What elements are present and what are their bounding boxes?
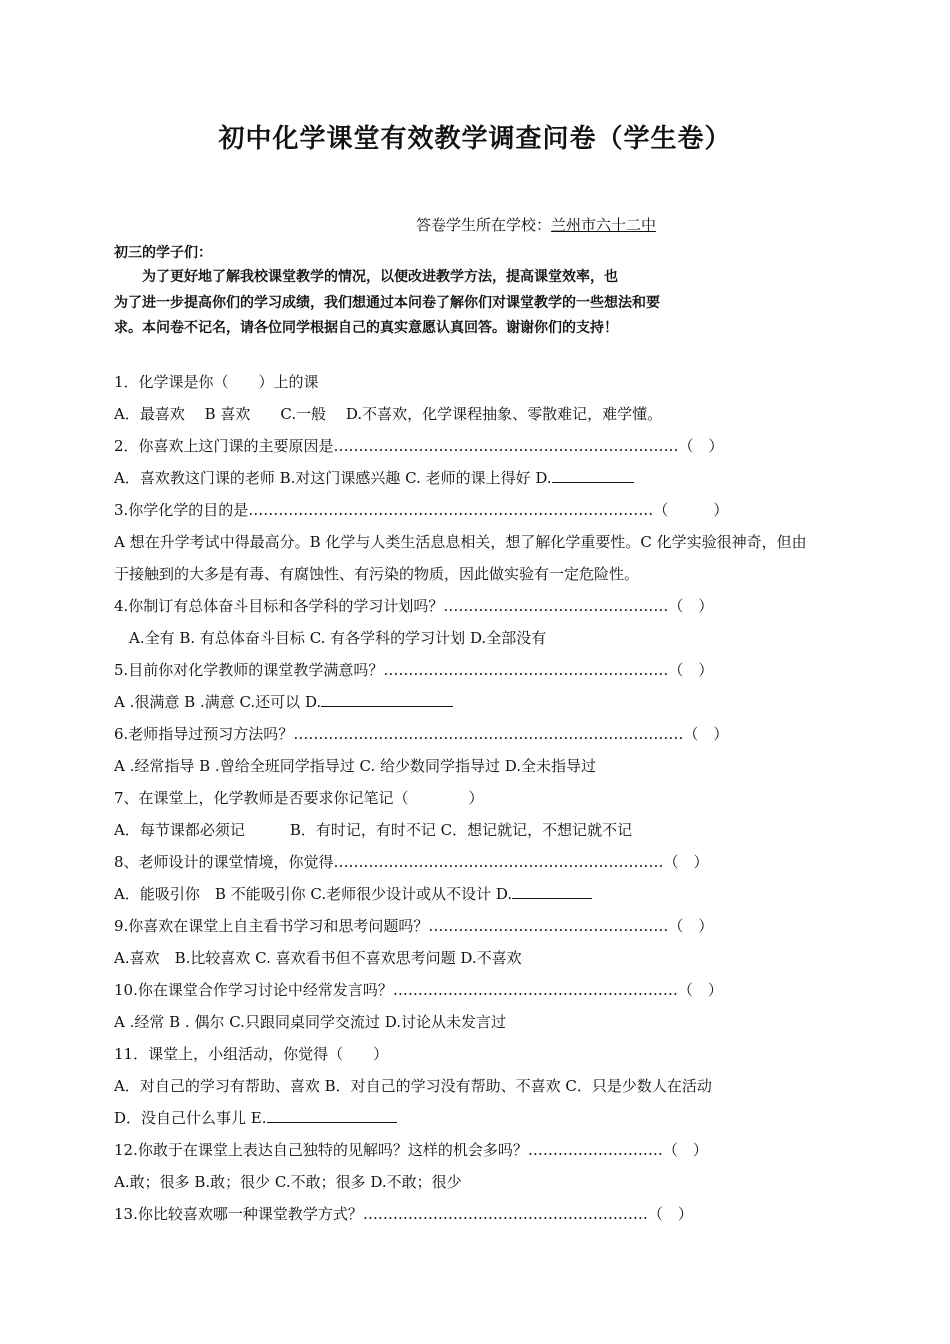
school-label: 答卷学生所在学校： <box>416 216 552 234</box>
options-5-text: A .很满意 B .满意 C.还可以 D. <box>114 693 322 711</box>
options-12: A.敢；很多 B.敢；很少 C.不敢；很多 D.不敢；很少 <box>114 1173 462 1191</box>
question-4: 4.你制订有总体奋斗目标和各学科的学习计划吗？………………………………………（ ） <box>114 597 714 615</box>
question-2: 2．你喜欢上这门课的主要原因是……………………………………………………………（ ） <box>114 437 724 455</box>
options-8-text: A．能吸引你 B 不能吸引你 C.老师很少设计或从不设计 D. <box>114 885 513 903</box>
answer-blank <box>552 468 634 483</box>
options-8 <box>114 883 592 904</box>
options-7: A．每节课都必须记 B．有时记，有时不记 C．想记就记，不想记就不记 <box>114 821 633 839</box>
question-1: 1．化学课是你（ ）上的课 <box>114 373 319 391</box>
question-8: 8、老师设计的课堂情境，你觉得…………………………………………………………（ ） <box>114 853 709 871</box>
options-2 <box>114 467 634 488</box>
answer-blank <box>512 884 592 899</box>
question-13: 13.你比较喜欢哪一种课堂教学方式？…………………………………………………（ ） <box>114 1205 693 1223</box>
answer-blank <box>267 1108 397 1123</box>
question-5: 5.目前你对化学教师的课堂教学满意吗？…………………………………………………（ ） <box>114 661 714 679</box>
question-7: 7、在课堂上，化学教师是否要求你记笔记（ ） <box>114 789 484 807</box>
options-11: A．对自己的学习有帮助、喜欢 B．对自己的学习没有帮助、不喜欢 C．只是少数人在活动 <box>114 1077 712 1095</box>
options-1: A．最喜欢 B 喜欢 C.一般 D.不喜欢，化学课程抽象、零散难记，难学懂。 <box>114 405 663 423</box>
options-11-cont-text: D．没自己什么事儿 E. <box>114 1109 267 1127</box>
answer-blank <box>321 692 453 707</box>
question-3: 3.你学化学的目的是………………………………………………………………………（ ） <box>114 501 729 519</box>
options-11-cont <box>114 1107 397 1128</box>
document-title: 初中化学课堂有效教学调查问卷（学生卷） <box>218 124 732 154</box>
options-10: A .经常 B . 偶尔 C.只跟同桌同学交流过 D.讨论从未发言过 <box>114 1013 506 1031</box>
options-9: A.喜欢 B.比较喜欢 C. 喜欢看书但不喜欢思考问题 D.不喜欢 <box>114 949 522 967</box>
question-10: 10.你在课堂合作学习讨论中经常发言吗？…………………………………………………（ ） <box>114 981 723 999</box>
intro-greeting: 初三的学子们： <box>114 245 212 261</box>
intro-line: 为了更好地了解我校课堂教学的情况，以便改进教学方法，提高课堂效率，也 <box>114 269 618 285</box>
school-field <box>416 214 674 235</box>
options-3-cont: 于接触到的大多是有毒、有腐蚀性、有污染的物质，因此做实验有一定危险性。 <box>114 565 640 583</box>
question-9: 9.你喜欢在课堂上自主看书学习和思考问题吗？…………………………………………（ ） <box>114 917 714 935</box>
intro-line: 为了进一步提高你们的学习成绩，我们想通过本问卷了解你们对课堂教学的一些想法和要 <box>114 295 660 311</box>
intro-line: 求。本问卷不记名，请各位同学根据自己的真实意愿认真回答。谢谢你们的支持！ <box>114 320 618 336</box>
school-value: 兰州市六十二中 <box>551 216 657 234</box>
options-4: A.全有 B. 有总体奋斗目标 C. 有各学科的学习计划 D.全部没有 <box>114 629 547 647</box>
options-6: A .经常指导 B .曾给全班同学指导过 C. 给少数同学指导过 D.全未指导过 <box>114 757 596 775</box>
options-2-text: A．喜欢教这门课的老师 B.对这门课感兴趣 C. 老师的课上得好 D. <box>114 469 552 487</box>
options-3: A 想在升学考试中得最高分。B 化学与人类生活息息相关，想了解化学重要性。C 化学实验很神奇，但由 <box>114 533 807 551</box>
options-5 <box>114 691 453 712</box>
question-11: 11．课堂上，小组活动，你觉得（ ） <box>114 1045 389 1063</box>
question-6: 6.老师指导过预习方法吗？……………………………………………………………………（ ） <box>114 725 729 743</box>
question-12: 12.你敢于在课堂上表达自己独特的见解吗？这样的机会多吗？………………………（ ） <box>114 1141 708 1159</box>
